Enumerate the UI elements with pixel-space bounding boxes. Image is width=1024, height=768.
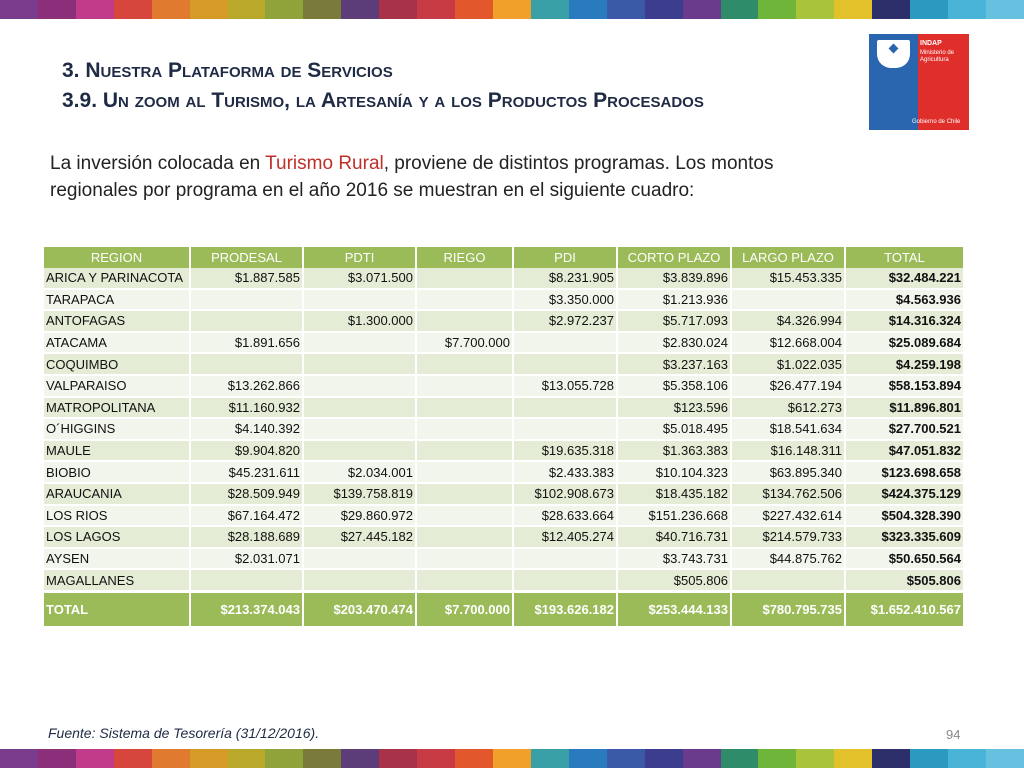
- stripe-segment: [986, 0, 1024, 19]
- stripe-segment: [455, 749, 493, 768]
- stripe-segment: [379, 749, 417, 768]
- stripe-segment: [265, 0, 303, 19]
- table-row: [44, 375, 964, 397]
- amount-cell: [513, 569, 617, 591]
- stripe-segment: [721, 0, 759, 19]
- stripe-segment: [758, 0, 796, 19]
- amount-cell: $139.758.819: [303, 483, 416, 505]
- stripe-segment: [190, 749, 228, 768]
- table-row: [44, 526, 964, 548]
- amount-cell: $3.237.163: [617, 353, 731, 375]
- amount-cell: [303, 397, 416, 419]
- stripe-segment: [683, 0, 721, 19]
- amount-cell: $424.375.129: [845, 483, 964, 505]
- stripe-segment: [607, 749, 645, 768]
- table-row: [44, 397, 964, 419]
- stripe-segment: [38, 0, 76, 19]
- stripe-segment: [721, 749, 759, 768]
- amount-cell: $29.860.972: [303, 505, 416, 527]
- column-header: CORTO PLAZO: [617, 247, 731, 268]
- amount-cell: $13.262.866: [190, 375, 303, 397]
- region-cell: AYSEN: [44, 548, 190, 570]
- amount-cell: $50.650.564: [845, 548, 964, 570]
- stripe-segment: [834, 0, 872, 19]
- stripe-segment: [872, 0, 910, 19]
- amount-cell: $16.148.311: [731, 440, 845, 462]
- amount-cell: [303, 332, 416, 354]
- intro-paragraph: [50, 150, 790, 204]
- stripe-segment: [265, 749, 303, 768]
- amount-cell: [190, 353, 303, 375]
- column-header: TOTAL: [845, 247, 964, 268]
- table-row: [44, 289, 964, 311]
- amount-cell: [416, 505, 513, 527]
- amount-cell: $1.213.936: [617, 289, 731, 311]
- amount-cell: $227.432.614: [731, 505, 845, 527]
- amount-cell: [416, 289, 513, 311]
- amount-cell: [303, 548, 416, 570]
- stripe-segment: [683, 749, 721, 768]
- table-row: [44, 505, 964, 527]
- amount-cell: $13.055.728: [513, 375, 617, 397]
- amount-cell: [416, 483, 513, 505]
- region-cell: LOS RIOS: [44, 505, 190, 527]
- stripe-segment: [0, 0, 38, 19]
- amount-cell: $1.022.035: [731, 353, 845, 375]
- amount-cell: $4.259.198: [845, 353, 964, 375]
- amount-cell: [190, 289, 303, 311]
- stripe-segment: [114, 0, 152, 19]
- amount-cell: $9.904.820: [190, 440, 303, 462]
- stripe-segment: [645, 0, 683, 19]
- amount-cell: $151.236.668: [617, 505, 731, 527]
- amount-cell: $214.579.733: [731, 526, 845, 548]
- amount-cell: [416, 268, 513, 289]
- region-cell: ARAUCANIA: [44, 483, 190, 505]
- amount-cell: [513, 548, 617, 570]
- stripe-segment: [796, 749, 834, 768]
- region-cell: ATACAMA: [44, 332, 190, 354]
- amount-cell: $19.635.318: [513, 440, 617, 462]
- intro-text-end: , proviene de distintos programas. Los montos regionales por programa en el año 2016 se muestran en el siguiente cuadro:: [50, 153, 774, 201]
- region-cell: O´HIGGINS: [44, 418, 190, 440]
- amount-cell: [513, 397, 617, 419]
- title-line-2: 3.9. Un zoom al Turismo, la Artesanía y a los Productos Procesados: [62, 89, 704, 112]
- amount-cell: [416, 461, 513, 483]
- amount-cell: $10.104.323: [617, 461, 731, 483]
- amount-cell: $11.160.932: [190, 397, 303, 419]
- region-cell: BIOBIO: [44, 461, 190, 483]
- amount-cell: $123.596: [617, 397, 731, 419]
- table-row: [44, 548, 964, 570]
- amount-cell: $5.358.106: [617, 375, 731, 397]
- stripe-segment: [948, 0, 986, 19]
- stripe-segment: [190, 0, 228, 19]
- amount-cell: $28.633.664: [513, 505, 617, 527]
- amount-cell: $3.071.500: [303, 268, 416, 289]
- amount-cell: [416, 418, 513, 440]
- amount-cell: $505.806: [617, 569, 731, 591]
- amount-cell: [190, 569, 303, 591]
- stripe-segment: [948, 749, 986, 768]
- logo-subtitle: Ministerio de Agricultura: [920, 50, 955, 63]
- stripe-segment: [114, 749, 152, 768]
- stripe-segment: [417, 0, 455, 19]
- amount-cell: $28.509.949: [190, 483, 303, 505]
- amount-cell: $2.031.071: [190, 548, 303, 570]
- region-cell: ANTOFAGAS: [44, 310, 190, 332]
- stripe-segment: [493, 0, 531, 19]
- stripe-segment: [152, 0, 190, 19]
- table-row: [44, 268, 964, 289]
- amount-cell: $1.300.000: [303, 310, 416, 332]
- stripe-segment: [455, 0, 493, 19]
- table-header-row: [44, 247, 964, 268]
- stripe-segment: [341, 0, 379, 19]
- total-amount-cell: $7.700.000: [416, 591, 513, 627]
- stripe-segment: [303, 749, 341, 768]
- region-cell: MAGALLANES: [44, 569, 190, 591]
- amount-cell: $504.328.390: [845, 505, 964, 527]
- stripe-segment: [493, 749, 531, 768]
- stripe-segment: [417, 749, 455, 768]
- table-row: [44, 310, 964, 332]
- amount-cell: $4.563.936: [845, 289, 964, 311]
- logo-red-panel: [912, 34, 969, 130]
- amount-cell: [513, 353, 617, 375]
- amount-cell: $2.034.001: [303, 461, 416, 483]
- amount-cell: [303, 353, 416, 375]
- amount-cell: $612.273: [731, 397, 845, 419]
- table-row: [44, 461, 964, 483]
- stripe-segment: [607, 0, 645, 19]
- amount-cell: $18.435.182: [617, 483, 731, 505]
- investment-table: [44, 247, 965, 628]
- amount-cell: [416, 548, 513, 570]
- amount-cell: $2.972.237: [513, 310, 617, 332]
- amount-cell: $14.316.324: [845, 310, 964, 332]
- amount-cell: [731, 569, 845, 591]
- top-color-stripe: [0, 0, 1024, 19]
- amount-cell: $18.541.634: [731, 418, 845, 440]
- amount-cell: [303, 418, 416, 440]
- amount-cell: $5.018.495: [617, 418, 731, 440]
- amount-cell: $28.188.689: [190, 526, 303, 548]
- amount-cell: $8.231.905: [513, 268, 617, 289]
- column-header: RIEGO: [416, 247, 513, 268]
- table-row: [44, 418, 964, 440]
- table-row: [44, 483, 964, 505]
- total-amount-cell: $1.652.410.567: [845, 591, 964, 627]
- stripe-segment: [758, 749, 796, 768]
- region-cell: LOS LAGOS: [44, 526, 190, 548]
- amount-cell: $2.830.024: [617, 332, 731, 354]
- region-cell: MAULE: [44, 440, 190, 462]
- table-row: [44, 353, 964, 375]
- stripe-segment: [152, 749, 190, 768]
- amount-cell: [513, 418, 617, 440]
- amount-cell: $26.477.194: [731, 375, 845, 397]
- amount-cell: [416, 310, 513, 332]
- stripe-segment: [38, 749, 76, 768]
- amount-cell: $63.895.340: [731, 461, 845, 483]
- amount-cell: $3.350.000: [513, 289, 617, 311]
- amount-cell: $7.700.000: [416, 332, 513, 354]
- amount-cell: $1.363.383: [617, 440, 731, 462]
- amount-cell: [416, 353, 513, 375]
- amount-cell: [416, 375, 513, 397]
- stripe-segment: [76, 0, 114, 19]
- stripe-segment: [834, 749, 872, 768]
- stripe-segment: [986, 749, 1024, 768]
- stripe-segment: [228, 0, 266, 19]
- stripe-segment: [796, 0, 834, 19]
- amount-cell: $12.668.004: [731, 332, 845, 354]
- stripe-segment: [910, 749, 948, 768]
- bottom-color-stripe: [0, 749, 1024, 768]
- logo-footer: Gobierno de Chile: [912, 119, 961, 125]
- table-row: [44, 569, 964, 591]
- amount-cell: $12.405.274: [513, 526, 617, 548]
- stripe-segment: [531, 0, 569, 19]
- amount-cell: $4.140.392: [190, 418, 303, 440]
- amount-cell: $4.326.994: [731, 310, 845, 332]
- amount-cell: [416, 440, 513, 462]
- indap-logo: [869, 34, 969, 130]
- amount-cell: $1.891.656: [190, 332, 303, 354]
- amount-cell: $102.908.673: [513, 483, 617, 505]
- amount-cell: [416, 397, 513, 419]
- amount-cell: $67.164.472: [190, 505, 303, 527]
- column-header: PDI: [513, 247, 617, 268]
- stripe-segment: [531, 749, 569, 768]
- amount-cell: [513, 332, 617, 354]
- stripe-segment: [228, 749, 266, 768]
- amount-cell: $32.484.221: [845, 268, 964, 289]
- amount-cell: $11.896.801: [845, 397, 964, 419]
- chile-shield-icon: [877, 40, 910, 68]
- column-header: PDTI: [303, 247, 416, 268]
- amount-cell: $45.231.611: [190, 461, 303, 483]
- amount-cell: [303, 375, 416, 397]
- amount-cell: $27.700.521: [845, 418, 964, 440]
- amount-cell: $40.716.731: [617, 526, 731, 548]
- amount-cell: $3.743.731: [617, 548, 731, 570]
- total-label-cell: TOTAL: [44, 591, 190, 627]
- logo-name: INDAP: [920, 40, 942, 47]
- amount-cell: [303, 569, 416, 591]
- column-header: REGION: [44, 247, 190, 268]
- region-cell: MATROPOLITANA: [44, 397, 190, 419]
- total-amount-cell: $203.470.474: [303, 591, 416, 627]
- amount-cell: $15.453.335: [731, 268, 845, 289]
- region-cell: COQUIMBO: [44, 353, 190, 375]
- amount-cell: [303, 289, 416, 311]
- amount-cell: $5.717.093: [617, 310, 731, 332]
- amount-cell: $505.806: [845, 569, 964, 591]
- total-amount-cell: $780.795.735: [731, 591, 845, 627]
- intro-text-start: La inversión colocada en: [50, 153, 266, 174]
- stripe-segment: [341, 749, 379, 768]
- stripe-segment: [76, 749, 114, 768]
- column-header: PRODESAL: [190, 247, 303, 268]
- amount-cell: $123.698.658: [845, 461, 964, 483]
- table-row: [44, 440, 964, 462]
- table-row: [44, 332, 964, 354]
- page-number: 94: [946, 727, 961, 742]
- stripe-segment: [303, 0, 341, 19]
- stripe-segment: [872, 749, 910, 768]
- amount-cell: [190, 310, 303, 332]
- total-amount-cell: $213.374.043: [190, 591, 303, 627]
- column-header: LARGO PLAZO: [731, 247, 845, 268]
- logo-blue-panel: [869, 34, 918, 130]
- amount-cell: $1.887.585: [190, 268, 303, 289]
- amount-cell: [303, 440, 416, 462]
- amount-cell: [416, 526, 513, 548]
- amount-cell: $2.433.383: [513, 461, 617, 483]
- slide-title: [62, 56, 842, 116]
- stripe-segment: [379, 0, 417, 19]
- region-cell: ARICA Y PARINACOTA: [44, 268, 190, 289]
- total-row: [44, 591, 964, 627]
- stripe-segment: [569, 0, 607, 19]
- region-cell: VALPARAISO: [44, 375, 190, 397]
- amount-cell: $47.051.832: [845, 440, 964, 462]
- table-body: [44, 268, 964, 627]
- amount-cell: $134.762.506: [731, 483, 845, 505]
- total-amount-cell: $193.626.182: [513, 591, 617, 627]
- intro-highlight: Turismo Rural: [265, 153, 384, 174]
- amount-cell: $3.839.896: [617, 268, 731, 289]
- amount-cell: $25.089.684: [845, 332, 964, 354]
- source-note: Fuente: Sistema de Tesorería (31/12/2016).: [48, 725, 320, 741]
- stripe-segment: [910, 0, 948, 19]
- amount-cell: $323.335.609: [845, 526, 964, 548]
- title-line-1: 3. Nuestra Plataforma de Servicios: [62, 59, 393, 82]
- amount-cell: $27.445.182: [303, 526, 416, 548]
- amount-cell: $44.875.762: [731, 548, 845, 570]
- region-cell: TARAPACA: [44, 289, 190, 311]
- stripe-segment: [645, 749, 683, 768]
- amount-cell: $58.153.894: [845, 375, 964, 397]
- stripe-segment: [569, 749, 607, 768]
- total-amount-cell: $253.444.133: [617, 591, 731, 627]
- stripe-segment: [0, 749, 38, 768]
- amount-cell: [416, 569, 513, 591]
- amount-cell: [731, 289, 845, 311]
